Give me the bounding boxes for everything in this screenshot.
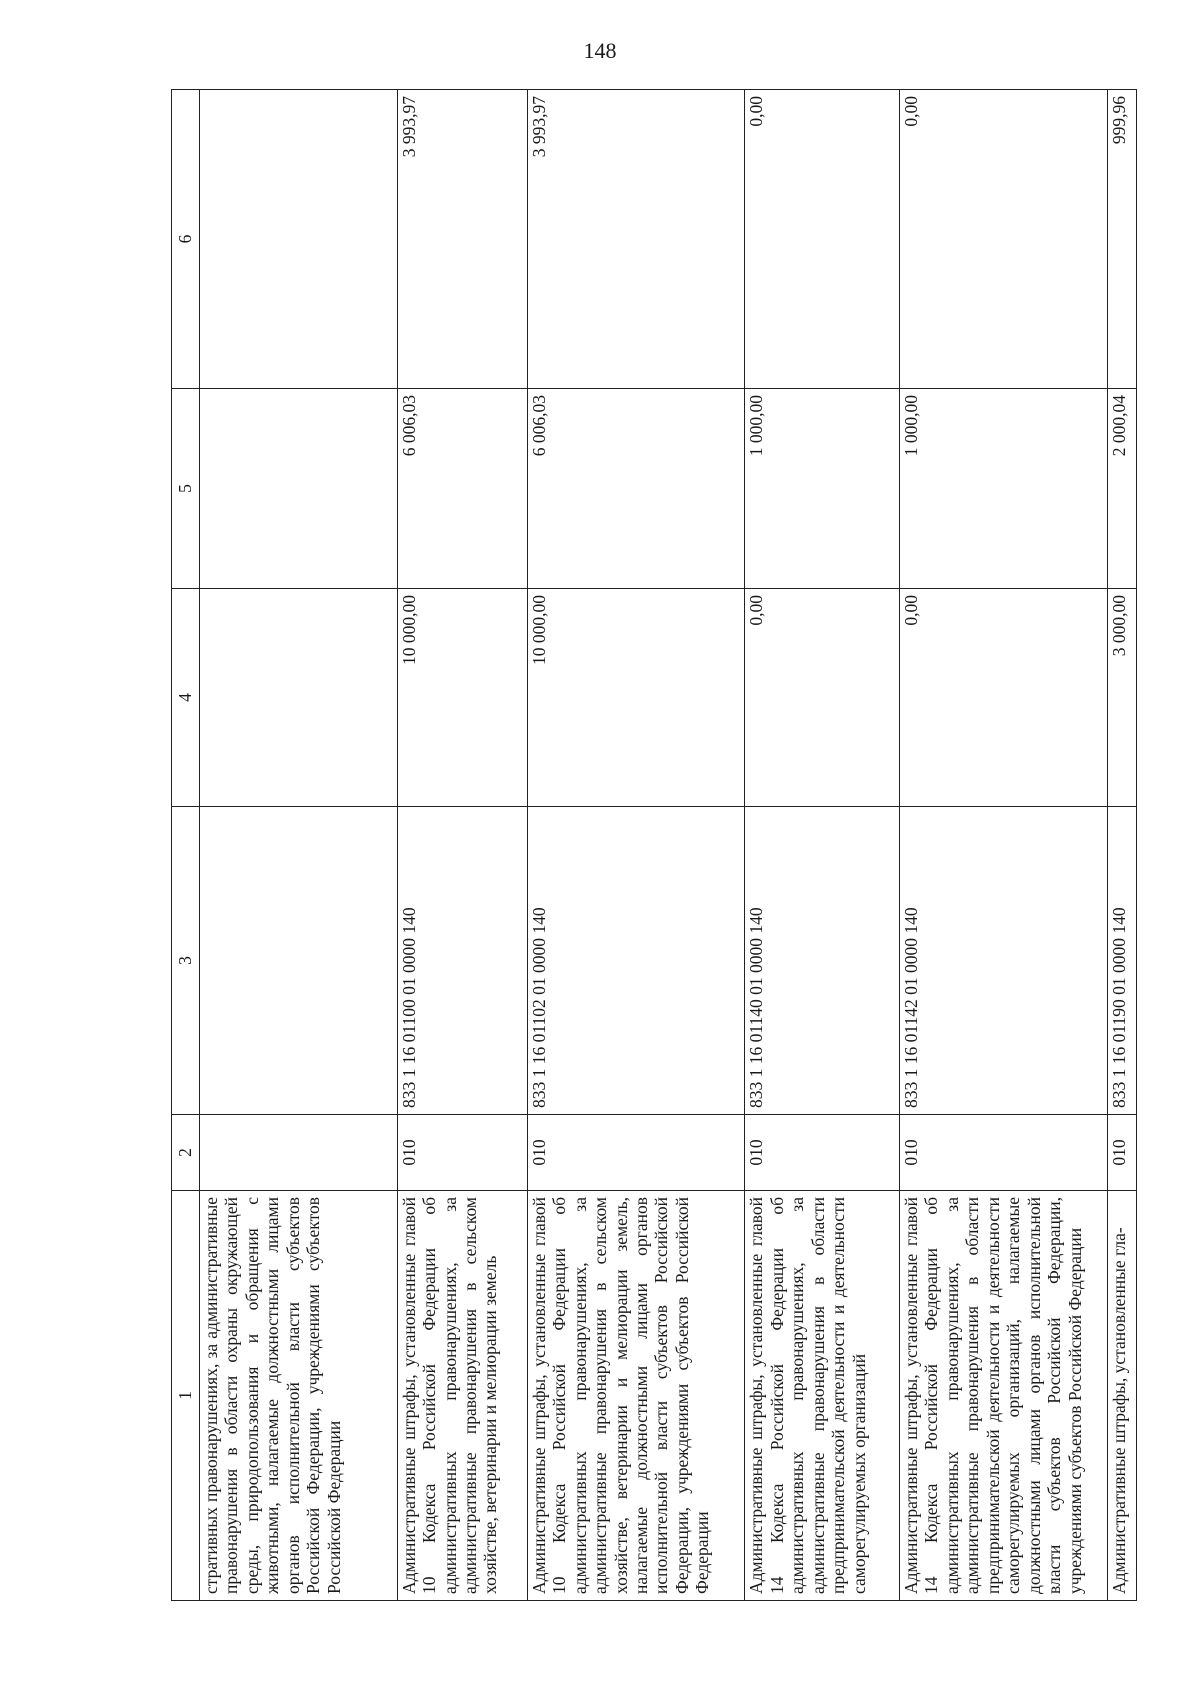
row-col4: 0,00: [745, 589, 899, 807]
table-row: [1108, 90, 1137, 1601]
row-col6: 3 993,97: [527, 90, 745, 389]
row-code: 833 1 16 01190 01 0000 140: [1108, 807, 1137, 1115]
row-name: Административные штрафы, установленные главой 14 Кодекса Российской Федерации об административных правонарушениях, за административные правонарушения в области предпринимательской деятельности и деятельности саморегулируемых организаций, налагаемые должностными лицами органов исполнительной власти субъектов Российской Федерации, учреждениями субъектов Российской Федерации: [899, 1191, 1107, 1601]
header-cell: 4: [172, 589, 200, 807]
row-col5: [199, 389, 397, 589]
header-cell: 1: [172, 1191, 200, 1601]
row-name: Административные штрафы, установленные гла-: [1108, 1191, 1137, 1601]
page-number: 148: [583, 38, 617, 63]
row-col6: [199, 90, 397, 389]
row-name: Административные штрафы, установленные главой 14 Кодекса Российской Федерации об административных правонарушениях, за административные правонарушения в области предпринимательской деятельности и деятельности саморегулируемых организаций: [745, 1191, 899, 1601]
row-name: стративных правонарушениях, за административные правонарушения в области охраны окружающей среды, природопользования и обращения с животными, налагаемые должностными лицами органов исполнительной власти субъектов Российской Федерации, учреждениями субъектов Российской Федерации: [199, 1191, 397, 1601]
row-code: 833 1 16 01142 01 0000 140: [899, 807, 1107, 1115]
table-row: [199, 90, 397, 1601]
row-col2: 010: [899, 1115, 1107, 1191]
row-col4: [199, 589, 397, 807]
row-col5: 6 006,03: [527, 389, 745, 589]
table-row: [397, 90, 527, 1601]
header-cell: 3: [172, 807, 200, 1115]
row-col5: 1 000,00: [899, 389, 1107, 589]
table-row: [745, 90, 899, 1601]
header-cell: 2: [172, 1115, 200, 1191]
row-col4: 0,00: [899, 589, 1107, 807]
row-col6: 999,96: [1108, 90, 1137, 389]
row-col4: 10 000,00: [527, 589, 745, 807]
row-code: [199, 807, 397, 1115]
row-code: 833 1 16 01140 01 0000 140: [745, 807, 899, 1115]
header-cell: 6: [172, 90, 200, 389]
row-col6: 0,00: [745, 90, 899, 389]
row-col4: 10 000,00: [397, 589, 527, 807]
table-row: [527, 90, 745, 1601]
revenue-table: [171, 89, 1137, 1601]
row-name: Административные штрафы, установленные главой 10 Кодекса Российской Федерации об административных правонарушениях, за административные правонарушения в сельском хозяйстве, ветеринарии и мелиорации земель: [397, 1191, 527, 1601]
row-col2: [199, 1115, 397, 1191]
row-col5: 2 000,04: [1108, 389, 1137, 589]
row-col5: 1 000,00: [745, 389, 899, 589]
row-code: 833 1 16 01102 01 0000 140: [527, 807, 745, 1115]
row-col5: 6 006,03: [397, 389, 527, 589]
header-cell: 5: [172, 389, 200, 589]
table-header-row: [172, 90, 200, 1601]
row-code: 833 1 16 01100 01 0000 140: [397, 807, 527, 1115]
row-col2: 010: [1108, 1115, 1137, 1191]
row-name: Административные штрафы, установленные главой 10 Кодекса Российской Федерации об административных правонарушениях, за административные правонарушения в сельском хозяйстве, ветеринарии и мелиорации земель, налагаемые должностными лицами органов исполнительной власти субъектов Российской Федерации, учреждениями субъектов Российской Федерации: [527, 1191, 745, 1601]
row-col2: 010: [397, 1115, 527, 1191]
row-col6: 3 993,97: [397, 90, 527, 389]
row-col6: 0,00: [899, 90, 1107, 389]
table-row: [899, 90, 1107, 1601]
row-col2: 010: [527, 1115, 745, 1191]
row-col2: 010: [745, 1115, 899, 1191]
rotated-table-wrapper: [171, 90, 1137, 1601]
row-col4: 3 000,00: [1108, 589, 1137, 807]
